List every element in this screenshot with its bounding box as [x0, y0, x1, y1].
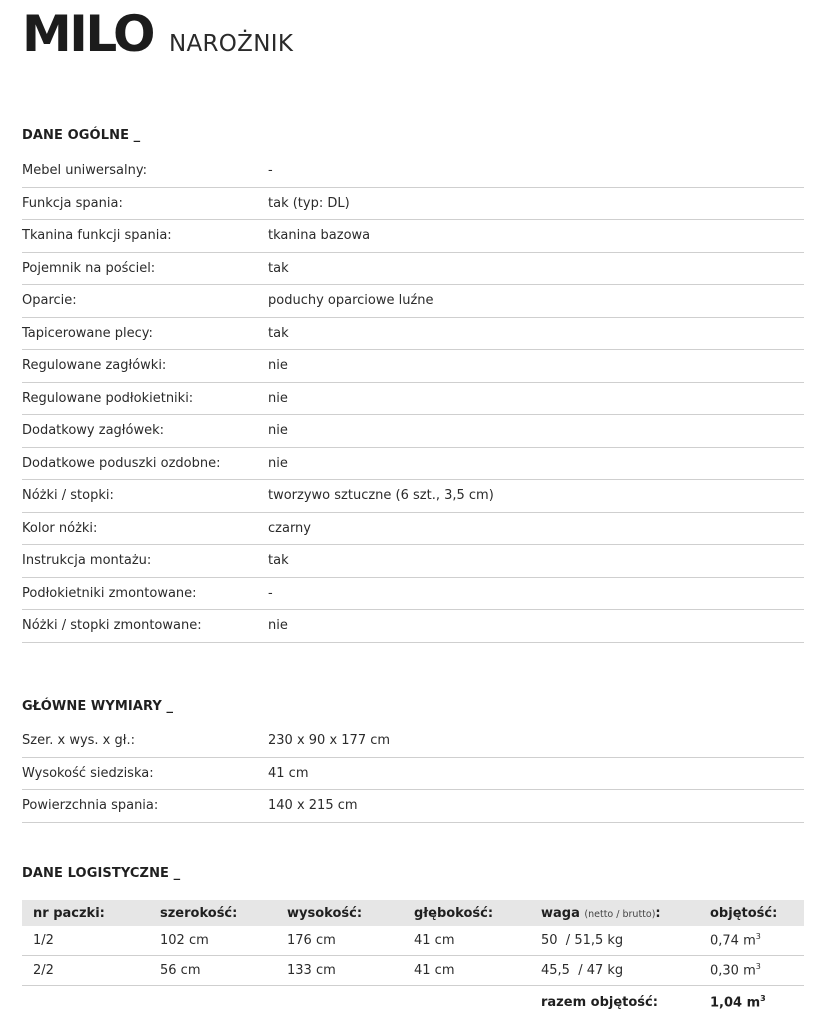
spec-value: tak [268, 325, 289, 341]
logistics-total-row [22, 986, 804, 1018]
cell-width: 56 cm [160, 963, 201, 978]
table-row [22, 956, 804, 986]
section-title-dimensions: GŁÓWNE WYMIARY _ [22, 699, 174, 714]
header-width: szerokość: [160, 905, 238, 921]
spec-row [22, 220, 804, 253]
spec-row [22, 253, 804, 286]
cell-height: 133 cm [287, 963, 336, 978]
section-title-general: DANE OGÓLNE _ [22, 128, 141, 143]
header-volume: objętość: [710, 905, 778, 921]
table-row [22, 926, 804, 956]
cell-package: 2/2 [33, 963, 54, 978]
spec-value: nie [268, 455, 288, 471]
header-height: wysokość: [287, 905, 363, 921]
spec-row [22, 318, 804, 351]
spec-label: Regulowane zagłówki: [22, 358, 167, 374]
logistics-table-header [22, 900, 804, 926]
spec-value: tak [268, 260, 289, 276]
spec-label: Regulowane podłokietniki: [22, 390, 194, 406]
cell-weight: 45,5 / 47 kg [541, 963, 624, 978]
spec-value: nie [268, 618, 288, 634]
spec-label: Pojemnik na pościel: [22, 260, 156, 276]
product-subtitle: NAROŻNIK [168, 31, 294, 57]
cell-volume-sup: 3 [755, 962, 761, 972]
spec-label: Funkcja spania: [22, 195, 123, 211]
total-value-number: 1,04 m [710, 995, 761, 1011]
cell-depth: 41 cm [414, 963, 455, 978]
spec-value: nie [268, 390, 288, 406]
spec-value: tkanina bazowa [268, 228, 371, 244]
page-header [22, 6, 293, 62]
cell-weight: 50 / 51,5 kg [541, 933, 624, 948]
spec-row [22, 513, 804, 546]
spec-row [22, 578, 804, 611]
spec-label: Nóżki / stopki zmontowane: [22, 618, 202, 634]
spec-row [22, 545, 804, 578]
spec-row [22, 383, 804, 416]
spec-row [22, 448, 804, 481]
cell-height: 176 cm [287, 933, 336, 948]
header-weight-note: (netto / brutto) [584, 908, 656, 920]
spec-value: 41 cm [268, 765, 309, 781]
spec-label: Oparcie: [22, 293, 77, 309]
spec-value: tak (typ: DL) [268, 195, 350, 211]
cell-depth: 41 cm [414, 933, 455, 948]
spec-label: Nóżki / stopki: [22, 488, 114, 504]
spec-label: Dodatkowy zagłówek: [22, 423, 164, 439]
total-label: razem objętość: [541, 994, 658, 1010]
dimensions-spec-list [22, 725, 804, 823]
spec-row [22, 480, 804, 513]
spec-value: tak [268, 553, 289, 569]
spec-label: Kolor nóżki: [22, 520, 98, 536]
spec-value: tworzywo sztuczne (6 szt., 3,5 cm) [268, 488, 494, 504]
brand-title: MILO [22, 5, 153, 63]
spec-row [22, 285, 804, 318]
spec-value: nie [268, 358, 288, 374]
spec-value: - [268, 585, 273, 601]
header-weight [541, 906, 710, 921]
spec-label: Dodatkowe poduszki ozdobne: [22, 455, 221, 471]
spec-value: 230 x 90 x 177 cm [268, 733, 391, 749]
spec-value: - [268, 163, 273, 179]
section-title-logistics: DANE LOGISTYCZNE _ [22, 866, 181, 881]
spec-label: Wysokość siedziska: [22, 765, 154, 781]
cell-volume [710, 932, 804, 948]
spec-row [22, 610, 804, 643]
cell-width: 102 cm [160, 933, 209, 948]
spec-label: Tkanina funkcji spania: [22, 228, 172, 244]
spec-value: czarny [268, 520, 311, 536]
header-weight-label: waga [541, 905, 580, 921]
cell-volume-value: 0,30 m [710, 963, 756, 979]
spec-row [22, 188, 804, 221]
spec-row [22, 350, 804, 383]
general-spec-list [22, 155, 804, 643]
spec-label: Powierzchnia spania: [22, 798, 159, 814]
cell-volume-value: 0,74 m [710, 933, 756, 949]
spec-value: nie [268, 423, 288, 439]
header-package: nr paczki: [33, 905, 105, 921]
spec-value: 140 x 215 cm [268, 798, 358, 814]
spec-row [22, 725, 804, 758]
header-depth: głębokość: [414, 905, 494, 921]
spec-label: Instrukcja montażu: [22, 553, 152, 569]
spec-label: Szer. x wys. x gł.: [22, 733, 135, 749]
spec-value: poduchy oparciowe luźne [268, 293, 434, 309]
spec-row [22, 790, 804, 823]
spec-row [22, 415, 804, 448]
header-weight-colon: : [655, 905, 661, 921]
cell-package: 1/2 [33, 933, 54, 948]
spec-label: Mebel uniwersalny: [22, 163, 147, 179]
spec-row [22, 155, 804, 188]
spec-row [22, 758, 804, 791]
cell-volume-sup: 3 [755, 932, 761, 942]
total-value [710, 994, 804, 1010]
spec-label: Podłokietniki zmontowane: [22, 585, 197, 601]
cell-volume [710, 962, 804, 978]
total-value-sup: 3 [760, 993, 766, 1003]
spec-label: Tapicerowane plecy: [22, 325, 153, 341]
logistics-table [22, 900, 804, 1018]
